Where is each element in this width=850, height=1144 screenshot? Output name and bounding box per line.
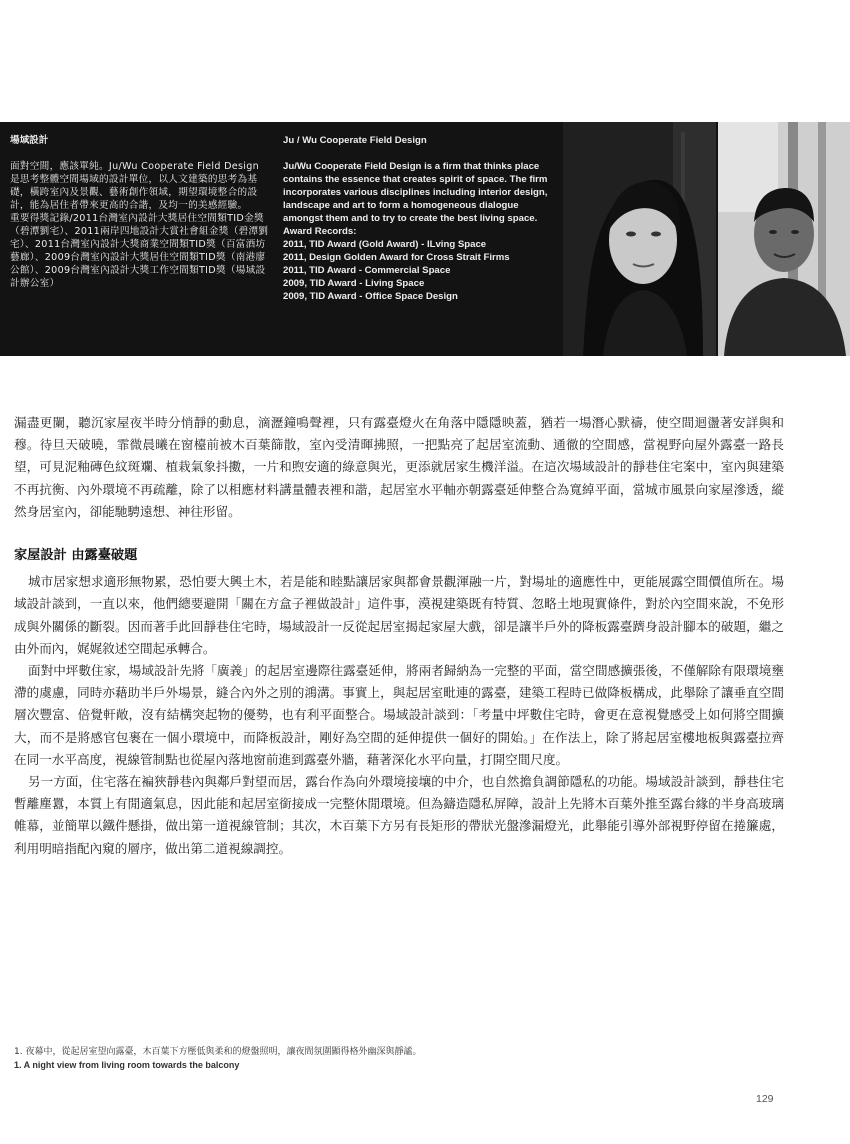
article-paragraph-3: 另一方面，住宅落在褊狹靜巷內與鄰戶對望而居，露台作為向外環境接壤的中介，也自然擔負調節隱私的功能。場域設計談到，靜巷住宅暫離塵囂，本質上有閒適氣息，因此能和起居室銜接成一完整休閒環境。但為鑄造隱私屏障，設計上先將木百葉外推至露台緣的半身高玻璃帷幕，並簡單以鐵件懸掛，做出第一道視線管制；其次，木百葉下方另有長矩形的帶狀光盤滲漏燈光，此舉能引導外部視野停留在捲簾處，利用明暗指配內窺的層序，做出第二道視線調控。: [14, 774, 784, 856]
english-profile: [283, 134, 558, 303]
chinese-profile-text: 面對空間，應該單純。Ju/Wu Cooperate Field Design 是思考整體空間場域的設計單位，以人文建築的思考為基礎，橫跨室內及景觀、藝術創作領域，期望環境整合的設計，能為居住者帶來更高的合諧，及均一的美感經驗。 重要得獎記錄/2011台灣室內設計大獎居住空間類TID金獎（碧潭劉宅）、2011兩岸四地設計大賞社會組金獎（碧潭劉宅）、2011台灣室內設計大獎商業空間類TID獎（百富酒坊藝廊）、2009台灣室內設計大獎居住空間類TID獎（南港廖公館）、2009台灣室內設計大獎工作空間類TID獎（場域設計辦公室）: [10, 161, 269, 289]
designer-portrait-woman: [563, 122, 716, 356]
english-profile-heading: Ju / Wu Cooperate Field Design: [283, 135, 427, 146]
article-intro: 漏盡更闌，聽沉家屋夜半時分悄靜的動息，滴瀝鐘鳴聲裡，只有露臺燈火在角落中隱隱映蓋，猶若一場潛心默禱，使空間迴盪著安詳與和穆。待旦天破曉，霏微晨曦在窗檯前被木百葉篩散，室內受清暉拂照，一把點亮了起居室流動、通徹的空間感，當視野向屋外露臺一路長望，可見泥釉磚色紋斑斕、植栽氣象抖擻，一片和煦安適的綠意與光，更添就居家生機洋溢。在這次場域設計的靜巷住宅案中，室內與建築不再抗衡、內外環境不再疏離，除了以相應材料講量體表裡和諧，起居室水平軸亦朝露臺延伸整合為寬綽平面，當城市風景向家屋滲透，縱然身居室內，卻能馳騁遠想、神往形留。: [14, 415, 784, 519]
article-paragraph-1: 城市居家想求適形無物累，恐怕要大興土木，若是能和睦點讓居家與都會景觀渾融一片，對場址的適應性中，更能展露空間價值所在。場域設計談到，一直以來，他們總要避開「關在方盒子裡做設計」這件事，漠視建築既有特質、忽略土地現實條件，對於內空間來說，不免形成與外關係的斷裂。因而著手此回靜巷住宅時，場域設計一反從起居室揭起家屋大戲，卻是讓半戶外的降板露臺躋身設計腳本的破題，繼之由外而內，娓娓敘述空間起承轉合。: [14, 574, 784, 656]
chinese-profile: [10, 134, 270, 290]
photo-caption: [14, 1046, 794, 1072]
caption-english: 1. A night view from living room towards the balcony: [14, 1060, 240, 1070]
section-heading: 家屋設計 由露臺破題: [14, 548, 138, 564]
caption-chinese: 1. 夜幕中，從起居室望向露臺，木百葉下方壓低與柔和的燈盤照明，讓夜間氛圍顯得格外幽深與靜謐。: [14, 1047, 422, 1057]
designer-portrait-man: [718, 122, 850, 356]
page-number: 129: [756, 1093, 774, 1105]
english-profile-text: Ju/Wu Cooperate Field Design is a firm that thinks place contains the essence that creates spirit of space. The firm incorporates various disciplines including interior design, landscape and art to form a homogeneous dialogue amongst them and to try to create the best living space. Award Records: 2011, TID Award (Gold Award) - ILving Space 2011, Design Golden Award for Cross Strait Firms 2011, TID Award - Commercial Space 2009, TID Award - Living Space 2009, TID Award - Office Space Design: [283, 161, 548, 302]
article-body: [14, 412, 784, 860]
article-paragraph-2: 面對中坪數住家，場域設計先將「廣義」的起居室邊際往露臺延伸，將兩者歸納為一完整的平面，當空間感擴張後，不僅解除有限環境壅滯的虞慮，同時亦藉助半戶外場景，縫合內外之別的鴻溝。事實上，與起居室毗連的露臺，建築工程時已做降板構成，此舉除了讓垂直空間層次豐富、倍覺軒敞，沒有結構突起物的優勢，也有利平面整合。場域設計談到：「考量中坪數住宅時，會更在意視覺感受上如何將空間擴大，而不是將感官包裹在一個小環境中，而降板設計，剛好為空間的延伸提供一個好的開始。」在作法上，除了將起居室樓地板與露臺拉齊在同一水平高度，視線管制點也從屋內落地窗前進到露臺外牆，藉著深化水平向量，打開空間尺度。: [14, 663, 784, 767]
designer-profile-banner: [0, 122, 850, 356]
chinese-profile-heading: 場域設計: [10, 135, 49, 146]
